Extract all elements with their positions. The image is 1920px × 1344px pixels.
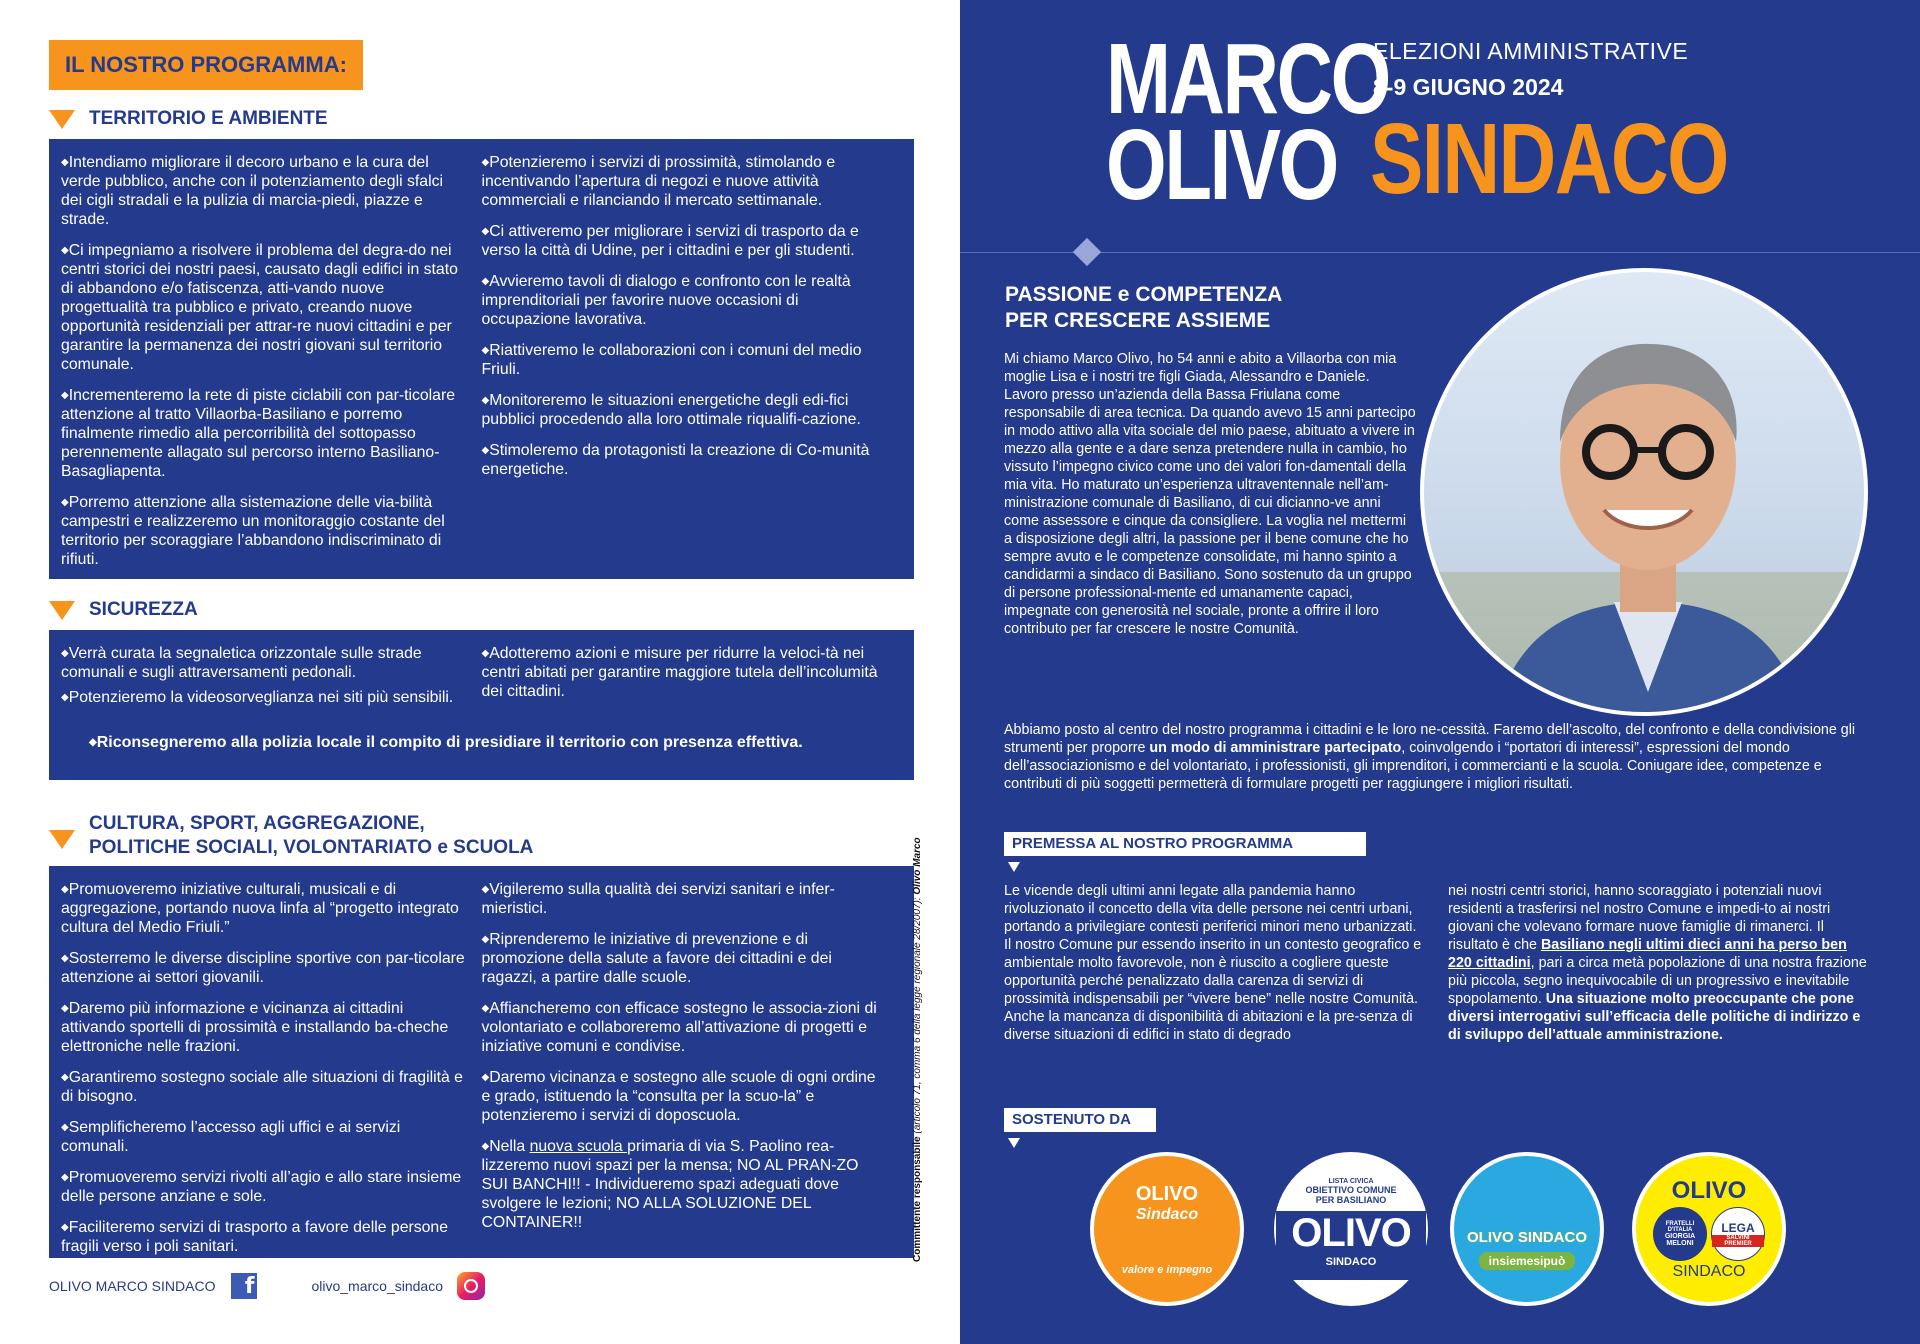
list-item: ◆ Porremo attenzione alla sistemazione delle via-bilità campestri e realizzeremo un monitoraggio costante del territorio per scoraggiare l’abbandono indiscriminato di rifiuti. — [61, 493, 468, 569]
underlined-text: nuova scuola — [529, 1138, 628, 1155]
logo-fdi-lega — [1632, 1152, 1786, 1306]
logo-text: SINDACO — [1276, 1256, 1426, 1280]
premessa-col-2 — [1448, 882, 1870, 1044]
election-date: 8-9 GIUGNO 2024 — [1373, 74, 1564, 100]
logo-text: FRATELLI D'ITALIA — [1665, 1221, 1695, 1233]
sicurezza-box — [49, 630, 914, 780]
logo-obiettivo-comune — [1274, 1152, 1428, 1306]
logo-text: LISTA CIVICA — [1328, 1178, 1374, 1185]
section-title — [89, 812, 533, 860]
list-item: ◆ Affiancheremo con efficace sostegno le associa-zioni di volontariato e collaboreremo all’attivazione di progetti e iniziative comuni e condivise. — [482, 999, 889, 1056]
list-item: ◆ Riattiveremo le collaborazioni con i comuni del medio Friuli. — [482, 341, 889, 379]
triangle-marker-icon — [49, 110, 75, 129]
sicurezza-col-2 — [482, 644, 903, 727]
cultura-box — [49, 866, 914, 1258]
triangle-marker-icon — [49, 601, 75, 620]
logo-text: OLIVO SINDACO — [1466, 1228, 1587, 1246]
program-intro — [1004, 721, 1874, 793]
logo-text: LEGA — [1721, 1221, 1755, 1235]
text: Abbiamo posto al centro del nostro programma i cittadini e le loro ne-cessità. Faremo dell’ascolto, del confronto e della condivisione gli strumenti per proporre — [1004, 722, 1856, 756]
list-item: ◆ Vigileremo sulla qualità dei servizi sanitari e infer-mieristici. — [482, 880, 889, 918]
list-item: ◆ Semplificheremo l’accesso agli uffici e ai servizi comunali. — [61, 1118, 468, 1156]
logo-text: GIORGIA MELONI — [1664, 1233, 1696, 1247]
role-title: SINDACO — [1370, 103, 1728, 215]
triangle-marker-icon — [1008, 862, 1020, 872]
list-item: ◆ Faciliteremo servizi di trasporto a favore delle persone fragili verso i poli sanitari. — [61, 1218, 468, 1256]
heading-line: PASSIONE e COMPETENZA — [1005, 283, 1283, 306]
facebook-icon[interactable]: f — [231, 1273, 257, 1299]
list-item: ◆ Ci attiveremo per migliorare i servizi di trasporto da e verso la città di Udine, per i cittadini e per gli studenti. — [482, 222, 889, 260]
logo-text: OLIVO — [1276, 1211, 1426, 1256]
social-footer — [49, 1272, 485, 1300]
territorio-col-1 — [61, 153, 482, 567]
divider — [960, 252, 1920, 253]
list-item: ◆ Verrà curata la segnaletica orizzontale sulle strade comunali e sugli attraversamenti pedonali. — [61, 644, 468, 682]
section-title: SICUREZZA — [89, 599, 198, 620]
last-name: OLIVO — [1106, 109, 1337, 221]
program-title: IL NOSTRO PROGRAMMA: — [49, 40, 363, 90]
bold-text: un modo di amministrare partecipato — [1149, 740, 1402, 756]
text: Nella — [489, 1138, 530, 1155]
logo-text: OBIETTIVO COMUNE PER BASILIANO — [1305, 1185, 1397, 1205]
list-item: ◆ Promuoveremo servizi rivolti all’agio e allo stare insieme delle persone anziane e sole. — [61, 1168, 468, 1206]
section-heading-cultura — [49, 812, 533, 860]
candidate-name — [1106, 23, 1389, 221]
text: , pari a circa metà popolazione di una nostra frazione più piccola, segno inequivocabile di un progressivo e inevitabile spopolamento. — [1448, 955, 1867, 1007]
section-title: TERRITORIO E AMBIENTE — [89, 108, 328, 129]
logo-text: insiemesipuò — [1479, 1252, 1576, 1270]
first-name: MARCO — [1106, 23, 1389, 135]
election-label: ELEZIONI AMMINISTRATIVE — [1373, 38, 1689, 64]
list-item: ◆ Promuoveremo iniziative culturali, musicali e di aggregazione, portando nuova linfa al “progetto integrato cultura del Medio Friuli.” — [61, 880, 468, 937]
logo-text: Sindaco — [1135, 1205, 1199, 1223]
text: nei nostri centri storici, hanno scoraggiato i potenziali nuovi residenti a trasferirsi nel nostro Comune e impedi-to ai nostri giovani che volevano formare nuove famiglie di rimanerci. Il risultato è che — [1448, 883, 1831, 953]
list-item: ◆ Riprenderemo le iniziative di prevenzione e di promozione della salute a favore dei cittadini e dei ragazzi, a partire dalle scuole. — [482, 930, 889, 987]
section-title-line1: CULTURA, SPORT, AGGREGAZIONE, — [89, 813, 425, 834]
list-item: ◆ Garantiremo sostegno sociale alle situazioni di fragilità e di bisogno. — [61, 1068, 468, 1106]
list-item: ◆ Daremo vicinanza e sostegno alle scuole di ogni ordine e grado, istituendo la “consulta per la scuo-la” e potenzieremo i servizi di doposcuola. — [482, 1068, 889, 1125]
passione-heading — [1005, 282, 1282, 334]
list-item: ◆ Incrementeremo la rete di piste ciclabili con par-ticolare attenzione al tratto Villaorba-Basiliano e porremo finalmente rimedio alla percorribilità del sottopasso perennemente allagato sul percorso interno Basiliano-Basagliapenta. — [61, 386, 468, 481]
list-item: ◆ Ci impegniamo a risolvere il problema del degra-do nei centri storici dei nostri paesi, causato dagli edifici in stato di abbandono e/o fatiscenza, atti-vando nuove progettualità tra pubblico e privato, creando nuove opportunità residenziali per attrar-re nuovi cittadini e per garantire la permanenza dei nostri giovani sul territorio comunale. — [61, 241, 468, 374]
triangle-marker-icon — [1008, 1138, 1020, 1148]
list-item: ◆ Sosterremo le diverse discipline sportive con par-ticolare attenzione ai settori giovanili. — [61, 949, 468, 987]
list-item: ◆ Avvieremo tavoli di dialogo e confronto con le realtà imprenditoriali per favorire nuove occasioni di occupazione lavorativa. — [482, 272, 889, 329]
committente-label: Committente responsabile — [912, 1136, 923, 1262]
list-item: ◆ Potenzieremo la videosorveglianza nei siti più sensibili. — [61, 688, 468, 707]
instagram-icon[interactable] — [457, 1272, 485, 1300]
list-item: ◆ Potenzieremo i servizi di prossimità, stimolando e incentivando l’apertura di negozi e nuove attività commerciali e rilanciando il mercato settimanale. — [482, 153, 889, 210]
list-item: ◆ Stimoleremo da protagonisti la creazione di Co-munità energetiche. — [482, 441, 889, 479]
highlight-text: Basiliano negli ultimi dieci anni ha perso ben 220 cittadini — [1448, 937, 1847, 971]
section-heading-territorio — [49, 107, 328, 131]
logo-insiemesipuo — [1450, 1152, 1604, 1306]
logo-text: valore e impegno — [1121, 1263, 1213, 1276]
list-item: ◆ Adotteremo azioni e misure per ridurre la veloci-tà nei centri abitati per garantire maggiore tutela dell’incolumità dei cittadini. — [482, 644, 889, 701]
sicurezza-col-1 — [61, 644, 482, 727]
triangle-marker-icon — [49, 830, 75, 849]
sicurezza-highlight: ◆ Riconsegneremo alla polizia locale il compito di presidiare il territorio con presenza effettiva. — [61, 727, 902, 768]
logo-text: SALVINI PREMIER — [1712, 1235, 1764, 1247]
territorio-box — [49, 139, 914, 579]
candidate-photo — [1420, 268, 1868, 716]
territorio-col-2 — [482, 153, 903, 567]
premessa-title: PREMESSA AL NOSTRO PROGRAMMA — [1004, 832, 1366, 856]
candidate-bio: Mi chiamo Marco Olivo, ho 54 anni e abito a Villaorba con mia moglie Lisa e i nostri tre figli Giada, Alessandro e Daniele. Lavoro presso un’azienda della Bassa Friulana come responsabile di area tecnica. Da quando avevo 15 anni partecipo in modo attivo alla vita sociale del mio paese, abituato a vivere in mezzo alla gente e a dare senza pretendere nulla in cambio, ho vissuto l’impegno civico come uno dei valori fon-damentali della mia vita. Ho maturato un’esperienza ultraventennale nell’am-ministrazione comunale di Basiliano, di cui dicianno-ve anni come assessore e cinque da consigliere. La voglia nel mettermi a disposizione degli altri, la passione per il bene comune che ho sempre avuto e le competenze consolidate, mi hanno spinto a candidarmi a sindaco di Basiliano. Sono sostenuto da un gruppo di persone professional-mente ed umanamente capaci, impegnate con generosità nel sociale, pronte a offrire il loro contributo per far crescere le nostre Comunità. — [1004, 351, 1416, 637]
section-title-line2: POLITICHE SOCIALI, VOLONTARIATO e SCUOLA — [89, 837, 534, 858]
text: primaria di via S. Paolino rea-lizzeremo nuovi spazi per la mensa; NO AL PRAN-ZO SUI BANCHI!! - Individueremo spazi adeguati dove svolgere le lezioni; NO ALLA SOLUZIONE DEL CONTAINER!! — [481, 1138, 859, 1231]
cultura-col-2 — [482, 880, 903, 1246]
lega-badge — [1711, 1207, 1765, 1261]
list-item: ◆ Daremo più informazione e vicinanza ai cittadini attivando sportelli di prossimità e installando ba-cheche elettroniche nelle frazioni. — [61, 999, 468, 1056]
list-item-scuola — [482, 1137, 889, 1232]
logo-olivo-valore-impegno — [1090, 1152, 1244, 1306]
fdi-badge — [1653, 1207, 1707, 1261]
logo-text: SINDACO — [1672, 1263, 1746, 1280]
premessa-col-1: Le vicende degli ultimi anni legate alla pandemia hanno rivoluzionato il concetto della vita delle persone nei centri urbani, portando a privilegiare contesti periferici minori meno urbanizzati. Il nostro Comune pur essendo inserito in un contesto geografico e ambientale molto favorevole, non è riuscito a cogliere queste opportunità perché penalizzato dalla carenza di servizi di prossimità indispensabili per “vivere bene” nelle nostre Comunità. Anche la mancanza di disponibilità di abitazioni e la pre-senza di diverse situazioni di edifici in stato di degrado — [1004, 883, 1422, 1043]
section-heading-sicurezza — [49, 598, 198, 622]
committente-name: Olivo Marco — [912, 837, 923, 895]
cultura-col-1 — [61, 880, 482, 1255]
portrait-illustration — [1424, 272, 1868, 716]
logo-text: OLIVO — [1135, 1182, 1199, 1205]
text: , coinvolgendo i “portatori di interessi”, espressioni del mondo dell’associazionismo e del volontariato, i professionisti, gli imprenditori, i commercianti e la scuola. Coniugare idee, competenze e contributi di più soggetti permetterà di formulare progetti per raggiungere i migliori risultati. — [1004, 740, 1822, 792]
list-item: ◆ Monitoreremo le situazioni energetiche degli edi-fici pubblici procedendo alla loro ottimale riqualifi-cazione. — [482, 391, 889, 429]
bold-text: Una situazione molto preoccupante che pone diversi interrogativi sull’efficacia delle politiche di indirizzo e di sviluppo dell’attuale amministrazione. — [1448, 991, 1861, 1043]
instagram-handle[interactable]: olivo_marco_sindaco — [311, 1278, 443, 1294]
committente-law: (articolo 71, comma 6 della legge regionale 28/2007): — [912, 894, 923, 1137]
facebook-handle[interactable]: OLIVO MARCO SINDACO — [49, 1278, 216, 1294]
committente-note — [912, 802, 923, 1262]
logo-text: OLIVO — [1671, 1177, 1747, 1204]
sostenuto-title: SOSTENUTO DA — [1004, 1108, 1156, 1132]
list-item: ◆ Intendiamo migliorare il decoro urbano e la cura del verde pubblico, anche con il potenziamento degli sfalci dei cigli stradali e la pulizia di marcia-piedi, piazze e strade. — [61, 153, 468, 229]
heading-line: PER CRESCERE ASSIEME — [1005, 309, 1271, 332]
